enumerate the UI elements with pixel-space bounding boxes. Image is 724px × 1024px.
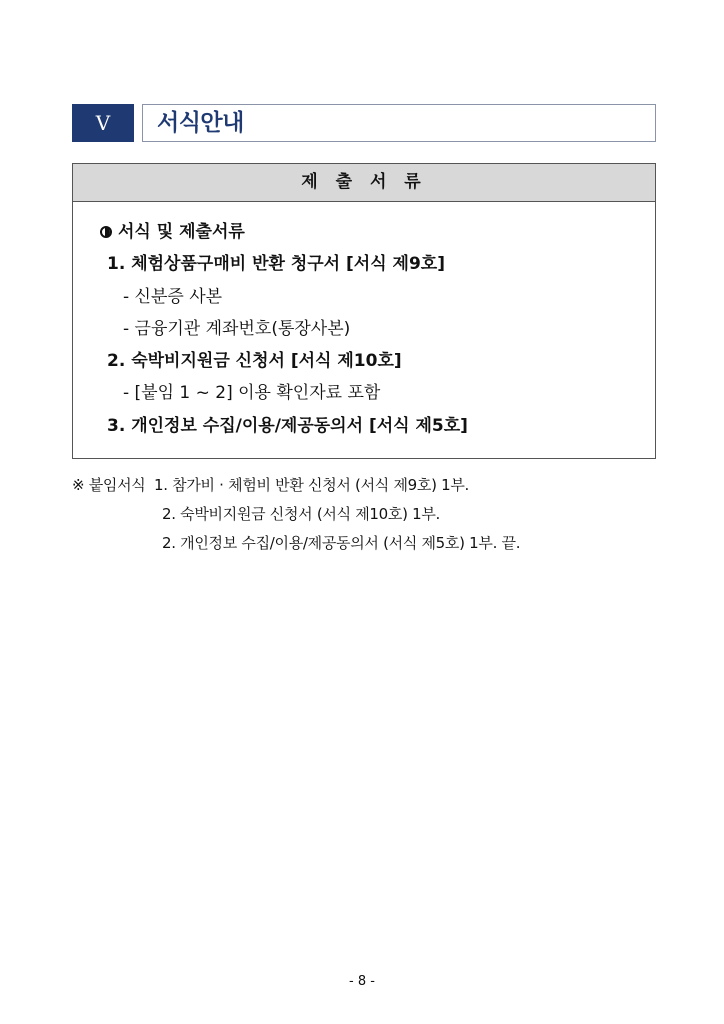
section-number: V (72, 104, 134, 142)
section-header (72, 104, 656, 142)
required-documents-header: 제 출 서 류 (73, 164, 655, 202)
section-title-box (142, 104, 656, 142)
required-documents-box (72, 163, 656, 459)
attachment-prefix: ※ 붙임서식 (72, 476, 146, 494)
document-item-2-sub-1: - [붙임 1 ~ 2] 이용 확인자료 포함 (123, 383, 381, 403)
attachment-item-2: 2. 숙박비지원금 신청서 (서식 제10호) 1부. (162, 505, 441, 523)
half-circle-bullet-icon (100, 226, 112, 238)
document-item-1-sub-1: - 신분증 사본 (123, 287, 223, 307)
documents-heading-text: 서식 및 제출서류 (118, 222, 245, 242)
document-item-1: 1. 체험상품구매비 반환 청구서 [서식 제9호] (107, 254, 445, 274)
attachment-item-1: 1. 참가비 · 체험비 반환 신청서 (서식 제9호) 1부. (153, 476, 469, 494)
page-number: - 8 - (349, 974, 375, 989)
attachment-item-3: 2. 개인정보 수집/이용/제공동의서 (서식 제5호) 1부. 끝. (162, 534, 521, 552)
attachment-note-line-1 (72, 474, 469, 496)
section-title: 서식안내 (157, 110, 244, 136)
document-item-2: 2. 숙박비지원금 신청서 [서식 제10호] (107, 351, 402, 371)
document-item-3: 3. 개인정보 수집/이용/제공동의서 [서식 제5호] (107, 416, 468, 436)
documents-heading (100, 221, 245, 243)
document-item-1-sub-2: - 금융기관 계좌번호(통장사본) (123, 319, 351, 339)
